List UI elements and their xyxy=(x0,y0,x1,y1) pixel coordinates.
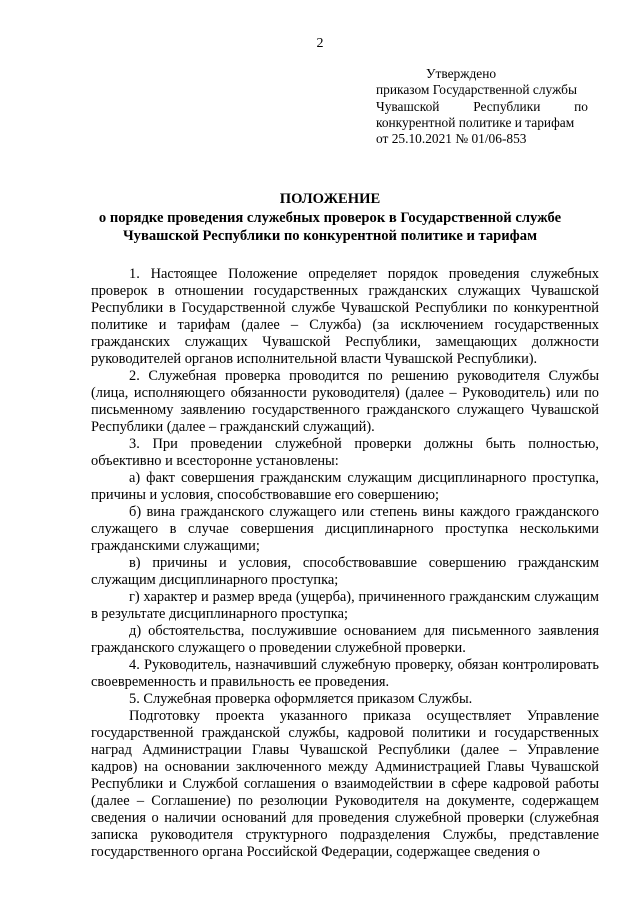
paragraph-3d: г) характер и размер вреда (ущерба), причиненного гражданским служащим в результате дисциплинарного проступка; xyxy=(91,589,599,622)
approval-line-order: приказом Государственной службы xyxy=(376,82,577,98)
page-number: 2 xyxy=(316,36,324,51)
paragraph-2: 2. Служебная проверка проводится по решению руководителя Службы (лица, исполняющего обязанности руководителя) (далее – Руководитель) или по письменному заявлению государственного гражданского служащего Чувашской Республики (далее – гражданский служащий). xyxy=(91,368,599,435)
document-title-main: ПОЛОЖЕНИЕ xyxy=(279,191,381,207)
approval-word: по xyxy=(574,98,588,114)
paragraph-3c: в) причины и условия, способствовавшие совершению гражданским служащим дисциплинарного проступка; xyxy=(91,555,599,588)
document-title-subtitle: о порядке проведения служебных проверок в Государственной службе Чувашской Республики по конкурентной политике и тарифам xyxy=(98,209,562,245)
document-body xyxy=(91,266,599,861)
approval-word: Республики xyxy=(473,98,541,114)
approval-stamp xyxy=(376,66,588,147)
paragraph-5-detail: Подготовку проекта указанного приказа осуществляет Управление государственной гражданской службы, кадровой политики и государственных наград Администрации Главы Чувашской Республики (далее – Управление кадров) на основании заключенного между Администрацией Главы Чувашской Республики и Службой соглашения о взаимодействии в сфере кадровой работы (далее – Соглашение) по резолюции Руководителя на документе, содержащем сведения о наличии оснований для проведения служебной проверки (служебная записка руководителя структурного подразделения Службы, представление государственного органа Российской Федерации, содержащее сведения о xyxy=(91,708,599,860)
approval-word: Чувашской xyxy=(376,98,440,114)
document-title xyxy=(60,190,600,246)
approval-line-republic xyxy=(376,99,588,115)
approval-line-approved: Утверждено xyxy=(426,66,497,81)
paragraph-3a: а) факт совершения гражданским служащим дисциплинарного проступка, причины и условия, способствовавшие его совершению; xyxy=(91,470,599,503)
paragraph-3b: б) вина гражданского служащего или степень вины каждого гражданского служащего в случае совершения дисциплинарного проступка несколькими гражданскими служащими; xyxy=(91,504,599,554)
approval-line-date-number: от 25.10.2021 № 01/06-853 xyxy=(376,131,527,147)
paragraph-4: 4. Руководитель, назначивший служебную проверку, обязан контролировать своевременность и правильность ее проведения. xyxy=(91,657,599,690)
approval-line-agency: конкурентной политике и тарифам xyxy=(376,114,575,130)
paragraph-1: 1. Настоящее Положение определяет порядок проведения служебных проверок в отношении государственных гражданских служащих Чувашской Республики в Государственной службе Чувашской Республики по конкурентной политике и тарифам (далее – Служба) (за исключением государственных гражданских служащих Чувашской Республики, замещающих должности руководителей органов исполнительной власти Чувашской Республики). xyxy=(91,266,599,367)
paragraph-5: 5. Служебная проверка оформляется приказом Службы. xyxy=(129,691,473,707)
paragraph-3: 3. При проведении служебной проверки должны быть полностью, объективно и всесторонне установлены: xyxy=(91,436,599,469)
paragraph-3e: д) обстоятельства, послужившие основанием для письменного заявления гражданского служащего о проведении служебной проверки. xyxy=(91,623,599,656)
